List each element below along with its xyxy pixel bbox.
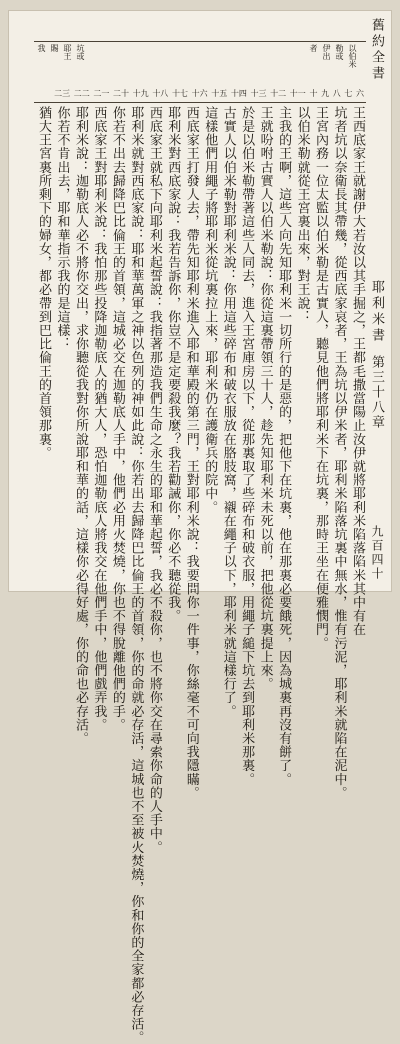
verse-text-column: 以伯米勒就從王宮裏出來，對王說： xyxy=(294,106,310,324)
verse-text-column: 西底家王打發人去，帶先知耶利米進入耶和華殿的第三門，王對耶利米說：我要問你一件事，你絲毫不可向我隱瞞。 xyxy=(183,106,199,800)
marginal-notes-left xyxy=(36,44,86,84)
verse-number: 二二 xyxy=(73,89,90,98)
verse-number: 二三 xyxy=(54,89,71,98)
verse-text-column: 西底家王對耶利米說：我怕那些投降迦勒底人的猶大人，恐怕迦勒底人將我交在他們手中，他們戲弄我。 xyxy=(91,106,107,732)
verse-number: 八 xyxy=(332,89,341,98)
note-line: 我 xyxy=(37,44,46,52)
verse-number: 十 xyxy=(309,89,318,98)
scripture-body xyxy=(36,106,365,1044)
note-line: 耶王 xyxy=(63,44,72,60)
note-line: 坑或 xyxy=(76,44,85,60)
verse-number: 十七 xyxy=(171,89,188,98)
page-number: 九百四十 xyxy=(370,525,384,581)
verse-text-column: 耶利米說：迦勒底人必不將你交出，求你聽從我對你所說耶和華的話，這樣你必得好處，你的命也必存活。 xyxy=(72,106,88,746)
book-collection-title: 舊約全書 xyxy=(369,18,384,82)
verse-number: 十九 xyxy=(132,89,149,98)
verse-text-column: 西底家王就私下向耶利米起誓說：我指著那造我們生命之永生的耶和華起誓，我必不殺你，也不將你交在尋索你命的人手中。 xyxy=(146,106,162,854)
verse-text-column: 你若不肯出去，耶和華指示我的是這樣： xyxy=(54,106,70,351)
verse-number: 十六 xyxy=(191,89,208,98)
scripture-page xyxy=(8,10,392,1044)
verse-text-column: 主我的王啊，這些人向先知耶利米一切所行的是惡的，把他下在坑裏，他在那裏必要餓死，因為城裏再沒有餅了。 xyxy=(276,106,292,786)
verse-number-row xyxy=(54,88,364,100)
chapter-label: 第三十八章 xyxy=(369,355,384,430)
verse-text-column: 這樣他們用繩子將耶利米從坑裏拉上來，耶利米仍在護衛兵的院中。 xyxy=(202,106,218,514)
verse-number: 二十 xyxy=(113,89,130,98)
verse-text-column: 王就吩咐古實人以伯米勒說：你從這裏帶領三十人，趁先知耶利米未死以前，把他從坑裏提上來。 xyxy=(257,106,273,691)
verse-text-column: 坑者坑以奈衛長其帶幾，從西底家哀者，王為坑以伊米者，耶利米陷落坑裏中無水，惟有污泥，耶利米就陷在泥中。 xyxy=(331,106,347,800)
note-line: 賜 xyxy=(50,44,59,52)
verse-number: 七 xyxy=(344,89,353,98)
verse-number: 十一 xyxy=(289,89,306,98)
verse-text-column: 猶大王宮裏所剩下的婦女，都必帶到巴比倫王的首領那裏。 xyxy=(36,106,51,460)
verse-number: 二一 xyxy=(93,89,110,98)
note-line: 以伯米 xyxy=(348,44,357,68)
verse-number: 十五 xyxy=(211,89,228,98)
verse-number: 六 xyxy=(356,89,364,98)
note-line: 伊出 xyxy=(322,44,331,60)
marginal-notes-right xyxy=(308,44,358,84)
verse-number: 十八 xyxy=(152,89,169,98)
verse-text-column: 王宮內務一位太監以伯米勒是古實人，聽見他們將耶利米下在坑裏，那時王坐在便雅憫門。 xyxy=(313,106,329,650)
note-line: 勒或 xyxy=(335,44,344,60)
verse-text-column: 古實人以伯米勒對耶利米說：你用這些碎布和破衣服放在胳肢窩，襯在繩子以下，耶利米就這樣行了。 xyxy=(220,106,236,718)
verse-number: 十三 xyxy=(250,89,267,98)
verse-text-column: 於是以伯米勒帶著這些人同去，進入王宮庫房以下，從那裏取了些碎布和破衣服，用繩子縋下坑去到耶利米那裏。 xyxy=(239,106,255,786)
verse-text-column: 王西底家王就謝伊大若汝以其手掘之，王都毛撒當陽止汝伊就將耶利米陷落陷米其中有在 xyxy=(349,106,365,637)
verse-number: 九 xyxy=(321,89,330,98)
verse-text-column: 你若不出去歸降巴比倫王的首領，這城必交在迦勒底人手中，他們必用火焚燒，你也不得脫離他們的手。 xyxy=(109,106,125,732)
note-line: 者 xyxy=(309,44,318,52)
verse-number: 十四 xyxy=(230,89,247,98)
verse-number: 十二 xyxy=(270,89,287,98)
verse-text-column: 耶利米對西底家說：我若告訴你，你豈不是定要殺我麼？我若勸誡你，你必不聽從我。 xyxy=(165,106,181,623)
book-name: 耶利米書 xyxy=(369,280,384,344)
verse-text-column: 耶利米就對西底家說：耶和華萬軍之神以色列的神如此說：你若出去歸降巴比倫王的首領，你的命就必存活，這城也不至被火焚燒，你和你的全家都必存活。 xyxy=(128,106,144,1044)
